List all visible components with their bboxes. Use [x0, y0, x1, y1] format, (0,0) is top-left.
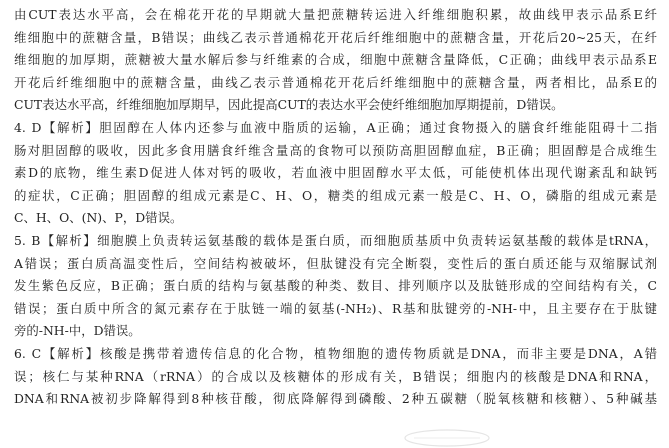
text-line: 由CUT表达水平高，会在棉花开花的早期就大量把蔗糖转运进入纤维细胞积累，故曲线甲表示品系E纤	[14, 7, 657, 22]
text-line: CUT表达水平高，纤维细胞加厚期早，因此提高CUT的表达水平会使纤维细胞加厚期提前，D错误。	[14, 97, 564, 113]
text-line: 维细胞中的蔗糖含量，B错误；曲线乙表示普通棉花开花后纤维细胞中的蔗糖含量，开花后20~25天，在纤	[14, 29, 657, 45]
paragraph-q3-continuation	[14, 4, 657, 117]
text-line: 6. C【解析】核酸是携带着遗传信息的化合物，植物细胞的遗传物质就是DNA，而非主要是DNA，A错	[14, 345, 657, 361]
text-line: 开花后纤维细胞中的蔗糖含量，曲线乙表示普通棉花开花后纤维细胞中的蔗糖含量，两者相比，品系E的	[14, 74, 657, 90]
text-line: 的症状，C正确；胆固醇的组成元素是C、H、O，糖类的组成元素一般是C、H、O，磷脂的组成元素是	[14, 187, 657, 203]
text-line: 误；核仁与某种RNA（rRNA）的合成以及核糖体的形成有关，B错误；细胞内的核酸是DNA和RNA，	[14, 368, 657, 384]
text-line: 错误；蛋白质中所含的氮元素存在于肽链一端的氨基(-NH₂)、R基和肽键旁的-NH-中，且主要存在于肽键	[14, 300, 657, 316]
paragraph-q4	[14, 117, 657, 230]
watermark-stamp	[402, 428, 492, 448]
text-line: 旁的-NH-中，D错误。	[14, 323, 141, 339]
text-line: DNA和RNA被初步降解得到8种核苷酸，彻底降解得到磷酸、2种五碳糖（脱氧核糖和核糖）、5种碱基	[14, 391, 657, 407]
text-line: 发生紫色反应，B正确；蛋白质的结构与氨基酸的种类、数目、排列顺序以及肽链形成的空间结构有关，C	[14, 278, 657, 294]
text-line: A错误；蛋白质高温变性后，空间结构被破坏，但肽键没有完全断裂，变性后的蛋白质还能与双缩脲试剂	[14, 255, 657, 271]
answer-explanation-page	[14, 4, 657, 411]
paragraph-q5	[14, 230, 657, 343]
paragraph-q6	[14, 343, 657, 411]
text-line: 4. D【解析】胆固醇在人体内还参与血液中脂质的运输，A正确；通过食物摄入的膳食纤维能阻碍十二指	[14, 119, 657, 135]
text-line: 维细胞的加厚期，蔗糖被大量水解后参与纤维素的合成，细胞中蔗糖含量降低，C正确；曲线甲表示品系E	[14, 52, 657, 68]
text-line: 素D的底物，维生素D促进人体对钙的吸收，若血液中胆固醇水平太低，可能使机体出现代谢紊乱和缺钙	[14, 165, 657, 181]
text-line: 5. B【解析】细胞膜上负责转运氨基酸的载体是蛋白质，而细胞质基质中负责转运氨基酸的载体是tRNA，	[14, 232, 657, 248]
text-line: 肠对胆固醇的吸收，因此多食用膳食纤维含量高的食物可以预防高胆固醇血症，B正确；胆固醇是合成维生	[14, 142, 657, 158]
text-line: C、H、O、(N)、P，D错误。	[14, 210, 183, 226]
